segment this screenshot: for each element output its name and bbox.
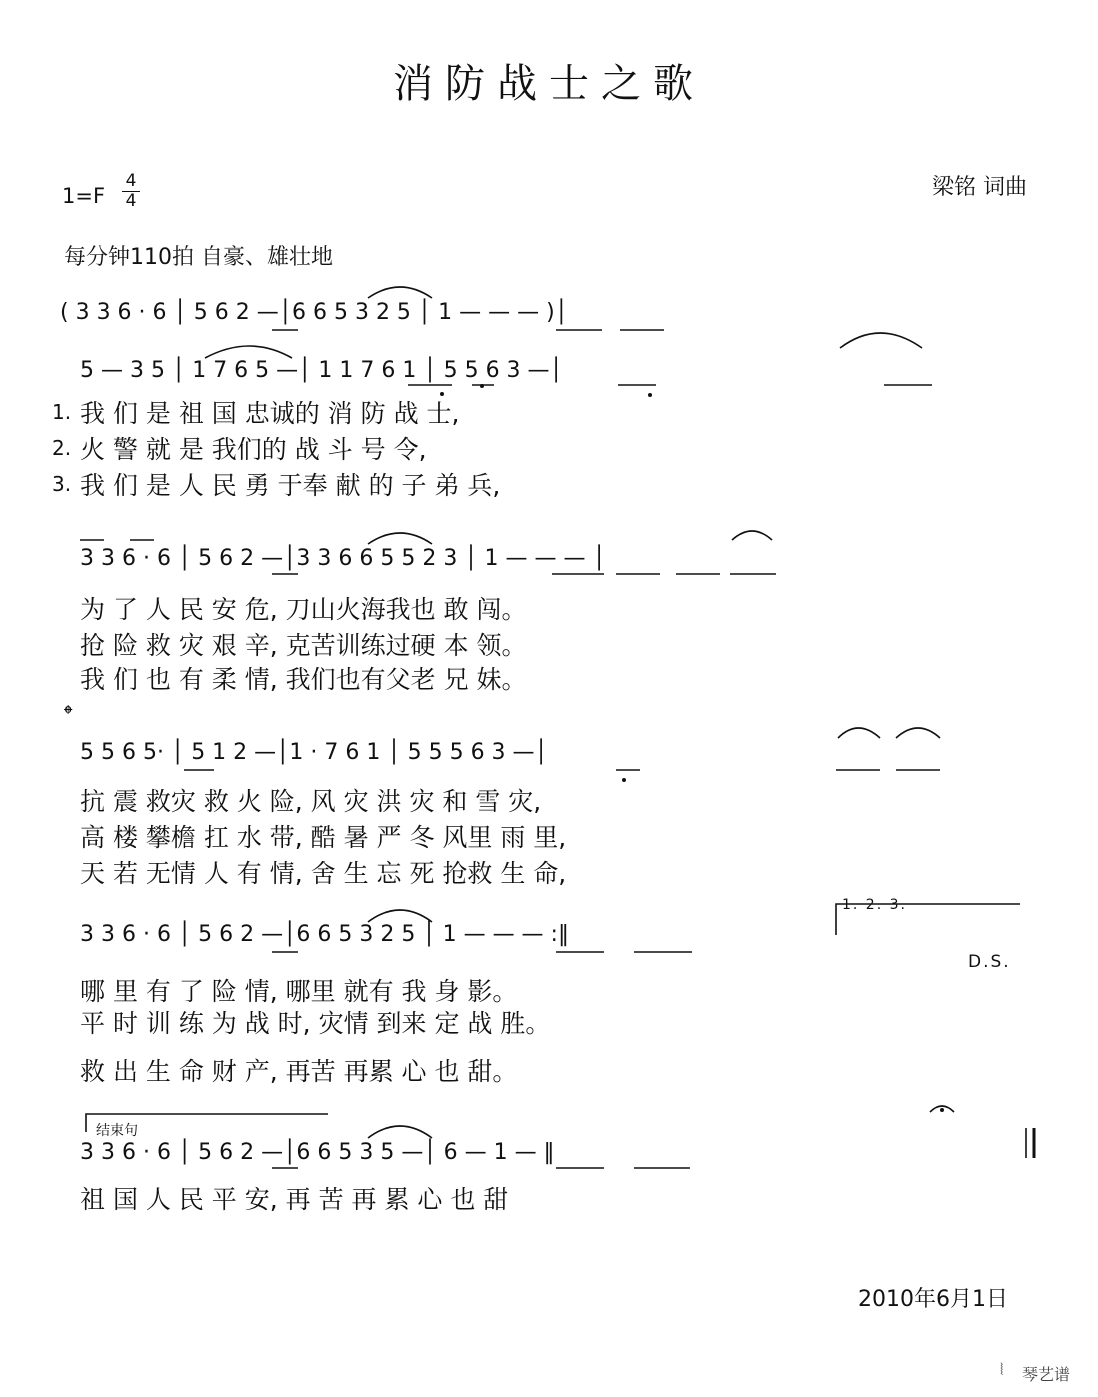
slur-mark (368, 1126, 432, 1138)
slur-mark (368, 533, 432, 544)
segno-sign: 𝄌 (64, 700, 73, 728)
lyric-line-4-verse-3: 救 出 生 命 财 产, 再苦 再累 心 也 甜。 (80, 1057, 518, 1086)
notation-row-intro: ( 3 3 6 · 6 │ 5 6 2 —│6 6 5 3 2 5 │ 1 — — — )│ (60, 300, 568, 325)
octave-dot (648, 393, 652, 397)
verse-number-2: 2. (52, 436, 72, 460)
outro-label: 结束句 (96, 1123, 138, 1139)
verse-number-1: 1. (52, 400, 72, 424)
lyric-line-1-verse-2: 火 警 就 是 我们的 战 斗 号 令, (80, 435, 427, 464)
lyric-line-1-verse-1: 我 们 是 祖 国 忠诚的 消 防 战 士, (80, 399, 460, 428)
time-signature (122, 172, 140, 211)
date-label: 2010年6月1日 (858, 1287, 1008, 1312)
lyric-line-3-verse-2: 高 楼 攀檐 扛 水 带, 酷 暑 严 冬 风里 雨 里, (80, 823, 567, 852)
tempo-marking: 每分钟110拍 自豪、雄壮地 (64, 245, 333, 270)
notation-row-6: 5 5 6 5· │ 5 1 2 —│1 · 7 6 1 │ 5 5 5 6 3 —│ (80, 740, 548, 765)
lyric-line-2-verse-3: 我 们 也 有 柔 情, 我们也有父老 兄 妹。 (80, 665, 527, 694)
slur-mark (368, 287, 432, 298)
volta-ending-label: 1. 2. 3. (842, 897, 907, 913)
octave-dot (480, 384, 484, 388)
slur-mark (205, 346, 292, 358)
lyric-line-4-verse-1: 哪 里 有 了 险 情, 哪里 就有 我 身 影。 (80, 977, 518, 1006)
sheet-logo-icon: ⦚ (1000, 1360, 1004, 1379)
lyric-line-2-verse-1: 为 了 人 民 安 危, 刀山火海我也 敢 闯。 (80, 595, 527, 624)
lyric-line-3-verse-1: 抗 震 救灾 救 火 险, 风 灾 洪 灾 和 雪 灾, (80, 787, 542, 816)
slur-mark (732, 531, 772, 540)
time-signature-top: 4 (122, 172, 140, 192)
page-title: 消防战士之歌 (393, 61, 705, 107)
fermata-dot (940, 1108, 944, 1112)
lyric-line-outro: 祖 国 人 民 平 安, 再 苦 再 累 心 也 甜 (80, 1185, 509, 1214)
fermata-mark (930, 1106, 954, 1112)
lyric-line-1-verse-3: 我 们 是 人 民 勇 于奉 献 的 子 弟 兵, (80, 471, 501, 500)
slur-mark (840, 333, 922, 348)
time-signature-bottom: 4 (125, 191, 137, 211)
key-signature: 1=F (62, 184, 106, 208)
watermark-text: 琴艺谱 (1022, 1365, 1071, 1384)
lyric-line-4-verse-2: 平 时 训 练 为 战 时, 灾情 到来 定 战 胜。 (80, 1009, 551, 1038)
verse-number-3: 3. (52, 472, 72, 496)
lyric-line-2-verse-2: 抢 险 救 灾 艰 辛, 克苦训练过硬 本 领。 (80, 631, 527, 660)
slur-mark (368, 910, 432, 922)
notation-row-outro: 3 3 6 · 6 │ 5 6 2 —│6 6 5 3 5 —│ 6 — 1 — ‖ (80, 1140, 555, 1165)
slur-mark (896, 728, 940, 738)
notation-row-2: 5 — 3 5 │ 1 7 6 5 —│ 1 1 7 6 1 │ 5 5 6 3 —│ (80, 358, 563, 383)
dal-segno-label: D.S. (968, 952, 1011, 972)
composer-credit: 梁铭 词曲 (932, 175, 1027, 200)
octave-dot (622, 778, 626, 782)
lyric-line-3-verse-3: 天 若 无情 人 有 情, 舍 生 忘 死 抢救 生 命, (80, 859, 567, 888)
notation-row-4: 3 3 6 · 6 │ 5 6 2 —│3 3 6 6 5 5 2 3 │ 1 — — — │ (80, 546, 606, 571)
slur-mark (838, 728, 880, 738)
notation-row-8: 3 3 6 · 6 │ 5 6 2 —│6 6 5 3 2 5 │ 1 — — — :‖ (80, 922, 569, 947)
